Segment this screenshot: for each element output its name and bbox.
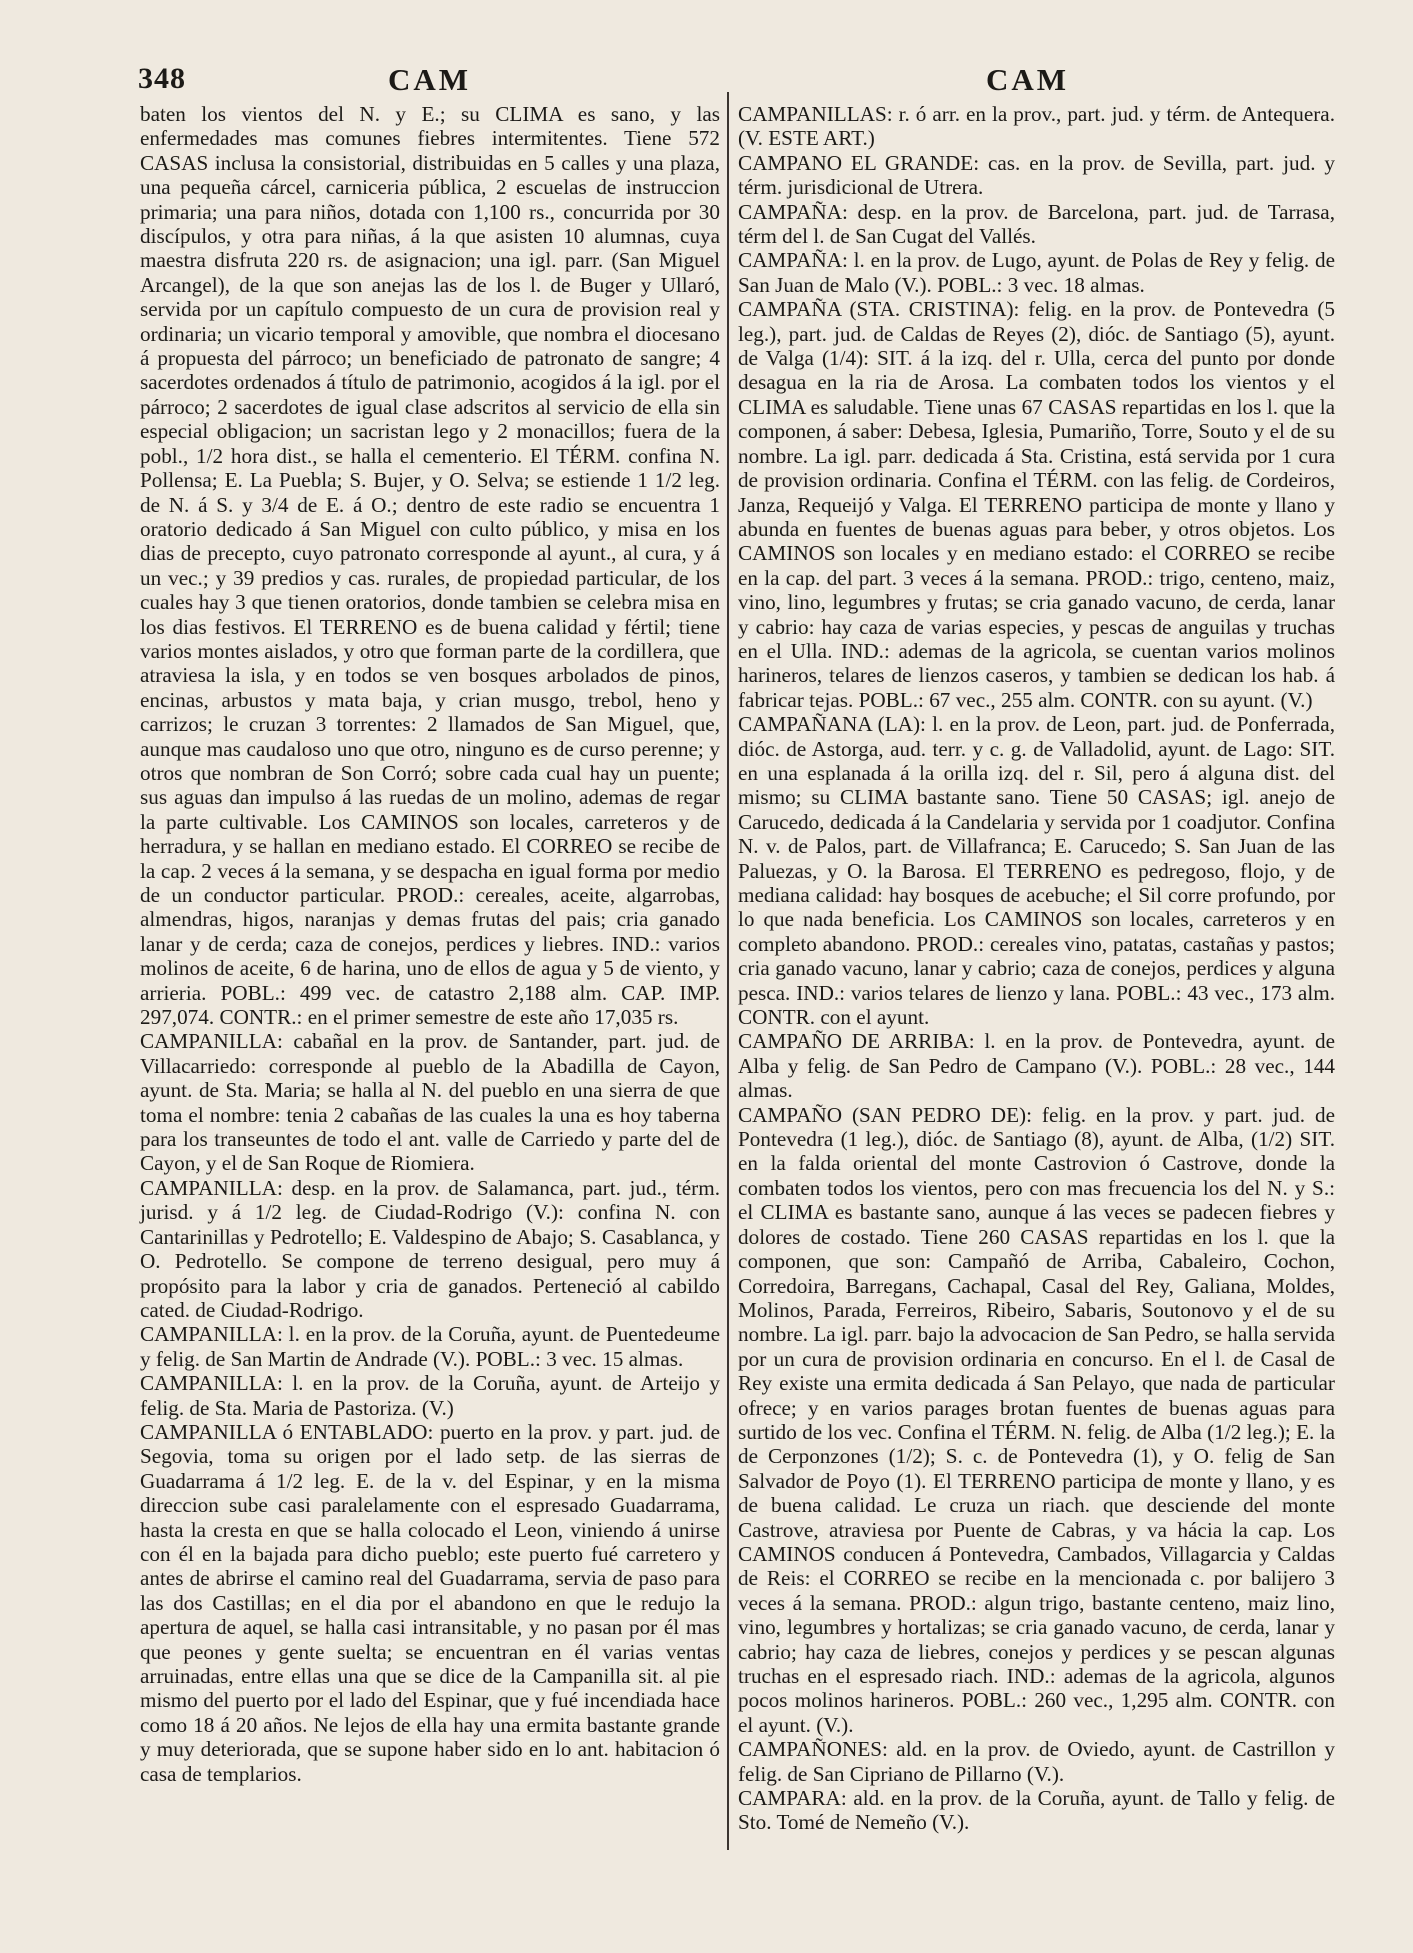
entry-campanillas: CAMPANILLAS: r. ó arr. en la prov., part. jud. y térm. de Antequera. (V. ESTE ART.)	[738, 102, 1335, 151]
entry-continuation: baten los vientos del N. y E.; su CLIMA es sano, y las enfermedades mas comunes fiebres intermitentes. Tiene 572 CASAS inclusa la consistorial, distribuidas en 5 calles y una plaza, una pequeña cárcel, carniceria pública, 2 escuelas de instruccion primaria; una para niños, dotada con 1,100 rs., concurrida por 30 discípulos, y otra para niñas, á la que asisten 10 alumnas, cuya maestra disfruta 220 rs. de asignacion; una igl. parr. (San Miguel Arcangel), de la que son anejas las de los l. de Buger y Ullaró, servida por un capítulo compuesto de un cura de provision real y ordinaria; un vicario temporal y amovible, que nombra el diocesano á propuesta del párroco; un beneficiado de patronato de sangre; 4 sacerdotes ordenados á título de patrimonio, acogidos á la igl. por el párroco; 2 sacerdotes de igual clase adscritos al servicio de ella sin especial obligacion; un sacristan lego y 2 monacillos; fuera de la pobl., 1/2 hora dist., se halla el cementerio. El TÉRM. confina N. Pollensa; E. La Puebla; S. Bujer, y O. Selva; se estiende 1 1/2 leg. de N. á S. y 3/4 de E. á O.; dentro de este radio se encuentra 1 oratorio dedicado á San Miguel con culto público, y misa en los dias de precepto, cuyo patronato corresponde al ayunt., al cura, y á un vec.; y 39 predios y cas. rurales, de propiedad particular, de los cuales hay 3 que tienen oratorios, donde tambien se celebra misa en los dias festivos. El TERRENO es de buena calidad y fértil; tiene varios montes aislados, y otro que forman parte de la cordillera, que atraviesa la isla, y en todos se ven bosques arbolados de pinos, encinas, arbustos y mata baja, y crian musgo, trebol, heno y carrizos; le cruzan 3 torrentes: 2 llamados de San Miguel, que, aunque mas caudaloso uno que otro, ninguno es de curso perenne; y otros que nombran de Son Corró; sobre cada cual hay un puente; sus aguas dan impulso á las ruedas de un molino, ademas de regar la parte cultivable. Los CAMINOS son locales, carreteros y de herradura, y se hallan en mediano estado. El CORREO se recibe de la cap. 2 veces á la semana, y se despacha en igual forma por medio de un conductor particular. PROD.: cereales, aceite, algarrobas, almendras, higos, naranjas y demas frutas del pais; cria ganado lanar y de cerda; caza de conejos, perdices y liebres. IND.: varios molinos de aceite, 6 de harina, uno de ellos de agua y 5 de viento, y arrieria. POBL.: 499 vec. de catastro 2,188 alm. CAP. IMP. 297,074. CONTR.: en el primer semestre de este año 17,035 rs.	[140, 102, 720, 1030]
entry-campana-sta-cristina: CAMPAÑA (STA. CRISTINA): felig. en la prov. de Pontevedra (5 leg.), part. jud. de Caldas de Reyes (2), dióc. de Santiago (5), ayunt. de Valga (1/4): SIT. á la izq. del r. Ulla, cerca del punto por donde desagua en la ria de Arosa. La combaten todos los vientos y el CLIMA es saludable. Tiene unas 67 CASAS repartidas en los l. que la componen, á saber: Debesa, Iglesia, Pumariño, Torre, Souto y el de su nombre. La igl. parr. dedicada á Sta. Cristina, está servida por 1 cura de provision ordinaria. Confina el TÉRM. con las felig. de Cordeiros, Janza, Requeijó y Valga. El TERRENO participa de monte y llano y abunda en fuentes de buenas aguas para beber, y otros objetos. Los CAMINOS son locales y en mediano estado: el CORREO se recibe en la cap. del part. 3 veces á la semana. PROD.: trigo, centeno, maiz, vino, lino, legumbres y frutas; se cria ganado vacuno, de cerda, lanar y cabrio: hay caza de varias especies, y pescas de anguilas y truchas en el Ulla. IND.: ademas de la agricola, se cuentan varios molinos harineros, telares de lienzos caseros, y tambien se dedican los hab. á fabricar tejas. POBL.: 67 vec., 255 alm. CONTR. con su ayunt. (V.)	[738, 297, 1335, 712]
running-head-right: CAM	[986, 62, 1070, 97]
entry-campanilla-arteijo: CAMPANILLA: l. en la prov. de la Coruña, ayunt. de Arteijo y felig. de Sta. Maria de Pastoriza. (V.)	[140, 1371, 720, 1420]
entry-campanones: CAMPAÑONES: ald. en la prov. de Oviedo, ayunt. de Castrillon y felig. de San Cipriano de Pillarno (V.).	[738, 1737, 1335, 1786]
page-number: 348	[138, 62, 186, 95]
entry-campanana: CAMPAÑANA (LA): l. en la prov. de Leon, part. jud. de Ponferrada, dióc. de Astorga, aud. terr. y c. g. de Valladolid, ayunt. de Lago: SIT. en una esplanada á la orilla izq. del r. Sil, pero á alguna dist. del mismo; su CLIMA bastante sano. Tiene 50 CASAS; igl. anejo de Carucedo, dedicada á la Candelaria y servida por 1 coadjutor. Confina N. v. de Palos, part. de Villafranca; E. Carucedo; S. San Juan de las Paluezas, y O. la Barosa. El TERRENO es pedregoso, flojo, y de mediana calidad: hay bosques de acebuche; el Sil corre profundo, por lo que nada beneficia. Los CAMINOS son locales, carreteros y en completo abandono. PROD.: cereales vino, patatas, castañas y pastos; cria ganado vacuno, lanar y cabrio; caza de conejos, perdices y alguna pesca. IND.: varios telares de lienzo y lana. POBL.: 43 vec., 173 alm. CONTR. con el ayunt.	[738, 712, 1335, 1030]
entry-campanilla-entablado: CAMPANILLA ó ENTABLADO: puerto en la prov. y part. jud. de Segovia, toma su origen por el lado setp. de las sierras de Guadarrama á 1/2 leg. E. de la v. del Espinar, y en la misma direccion sube casi paralelamente con el espresado Guadarrama, hasta la cresta en que se halla colocado el Leon, viniendo á unirse con él en la bajada para dicho pueblo; este puerto fué carretero y antes de abrirse el camino real del Guadarrama, servia de paso para las dos Castillas; en el dia por el abandono en que le redujo la apertura de aquel, se halla casi intransitable, y no pasan por él mas que peones y gente suelta; se encuentran en él varias ventas arruinadas, entre ellas una que se dice de la Campanilla sit. al pie mismo del puerto por el lado del Espinar, que y fué incendiada hace como 18 á 20 años. Ne lejos de ella hay una ermita bastante grande y muy deteriorada, que se supone haber sido en lo ant. habitacion ó casa de templarios.	[140, 1419, 720, 1786]
entry-campano-san-pedro: CAMPAÑO (SAN PEDRO DE): felig. en la prov. y part. jud. de Pontevedra (1 leg.), dióc. de Santiago (8), ayunt. de Alba, (1/2) SIT. en la falda oriental del monte Castrovion ó Castrove, donde la combaten todos los vientos, pero con mas frecuencia los del N. y S.: el CLIMA es bastante sano, aunque á las veces se padecen fiebres y dolores de costado. Tiene 260 CASAS repartidas en los l. que la componen, que son: Campañó de Arriba, Cabaleiro, Cochon, Corredoira, Barregans, Cachapal, Casal del Rey, Galiana, Moldes, Molinos, Parada, Ferreiros, Ribeiro, Sabaris, Soutonovo y el de su nombre. La igl. parr. bajo la advocacion de San Pedro, se halla servida por un cura de provision ordinaria en concurso. En el l. de Casal de Rey existe una ermita dedicada á San Pelayo, que nada de particular ofrece; y en varios parages brotan fuentes de buenas aguas para surtido de los vec. Confina el TÉRM. N. felig. de Alba (1/2 leg.); E. la de Cerponzones (1/2); S. c. de Pontevedra (1), y O. felig de San Salvador de Poyo (1). El TERRENO participa de monte y llano, y es de buena calidad. Le cruza un riach. que desciende del monte Castrove, atraviesa por Puente de Cabras, y va hácia la cap. Los CAMINOS conducen á Pontevedra, Cambados, Villagarcia y Caldas de Reis: el CORREO se recibe en la mencionada c. por balijero 3 veces á la semana. PROD.: algun trigo, bastante centeno, maiz lino, vino, legumbres y hortalizas; se cria ganado vacuno, de cerda, lanar y cabrio; hay caza de liebres, conejos y perdices y se pescan algunas truchas en el espresado riach. IND.: ademas de la agricola, algunos pocos molinos harineros. POBL.: 260 vec., 1,295 alm. CONTR. con el ayunt. (V.).	[738, 1102, 1335, 1737]
entry-campara: CAMPARA: ald. en la prov. de la Coruña, ayunt. de Tallo y felig. de Sto. Tomé de Nemeño (V.).	[738, 1786, 1335, 1835]
entry-campana-lugo: CAMPAÑA: l. en la prov. de Lugo, ayunt. de Polas de Rey y felig. de San Juan de Malo (V.). POBL.: 3 vec. 18 almas.	[738, 248, 1335, 297]
entry-campano-el-grande: CAMPANO EL GRANDE: cas. en la prov. de Sevilla, part. jud. y térm. jurisdicional de Utrera.	[738, 150, 1335, 200]
entry-campanilla-santander: CAMPANILLA: cabañal en la prov. de Santander, part. jud. de Villacarriedo: corresponde al pueblo de la Abadilla de Cayon, ayunt. de Sta. Maria; se halla al N. del pueblo en una sierra de que toma el nombre: tenia 2 cabañas de las cuales la una es hoy taberna para los transeuntes de todo el ant. valle de Carriedo y parte del de Cayon, y el de San Roque de Riomiera.	[140, 1029, 720, 1176]
left-column	[140, 102, 720, 1786]
page-header	[138, 62, 1338, 106]
entry-campana-barcelona: CAMPAÑA: desp. en la prov. de Barcelona, part. jud. de Tarrasa, térm del l. de San Cugat del Vallés.	[738, 199, 1335, 249]
entry-campanilla-puentedeume: CAMPANILLA: l. en la prov. de la Coruña, ayunt. de Puentedeume y felig. de San Martin de Andrade (V.). POBL.: 3 vec. 15 almas.	[140, 1322, 720, 1371]
right-column	[738, 102, 1335, 1835]
entry-campano-de-arriba: CAMPAÑO DE ARRIBA: l. en la prov. de Pontevedra, ayunt. de Alba y felig. de San Pedro de Campano (V.). POBL.: 28 vec., 144 almas.	[738, 1029, 1335, 1103]
running-head-left: CAM	[388, 62, 472, 97]
column-divider	[727, 92, 729, 1850]
entry-campanilla-salamanca: CAMPANILLA: desp. en la prov. de Salamanca, part. jud., térm. jurisd. y á 1/2 leg. de Ciudad-Rodrigo (V.): confina N. con Cantarinillas y Pedrotello; E. Valdespino de Abajo; S. Casablanca, y O. Pedrotello. Se compone de terreno desigual, pero muy á propósito para la labor y cria de ganados. Perteneció al cabildo cated. de Ciudad-Rodrigo.	[140, 1175, 720, 1322]
